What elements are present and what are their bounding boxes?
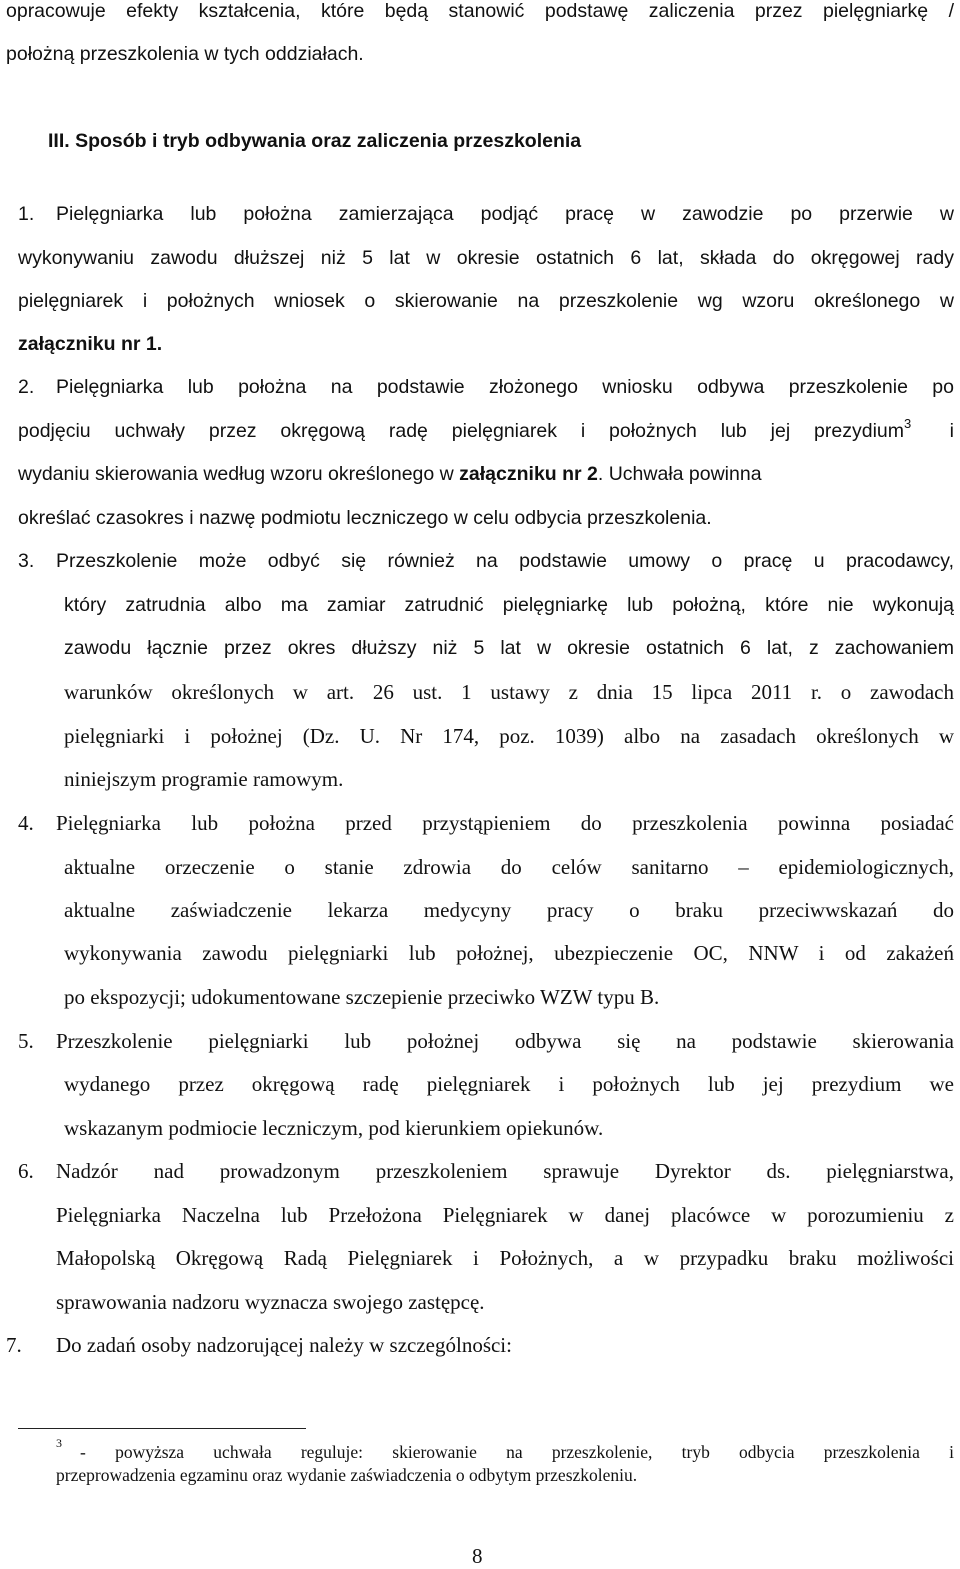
p6-line-3: Małopolską Okręgową Radą Pielęgniarek i Położnych, a w przypadku braku możliwości — [56, 1246, 954, 1270]
section-number: III. — [48, 130, 70, 152]
p4-line-2: aktualne orzeczenie o stanie zdrowia do celów sanitarno – epidemiologicznych, — [64, 855, 954, 879]
p6-line-4: sprawowania nadzoru wyznacza swojego zastępcę. — [56, 1290, 485, 1314]
p3-line-1: Przeszkolenie może odbyć się również na podstawie umowy o pracę u pracodawcy, — [56, 550, 954, 572]
p2-number: 2. — [18, 376, 35, 398]
p1-line-2: wykonywaniu zawodu dłuższej niż 5 lat w okresie ostatnich 6 lat, składa do okręgowej rady — [18, 247, 954, 269]
section-heading — [48, 132, 581, 152]
p2-line-1: Pielęgniarka lub położna na podstawie złożonego wniosku odbywa przeszkolenie po — [56, 376, 954, 398]
p4-line-1: Pielęgniarka lub położna przed przystąpieniem do przeszkolenia powinna posiadać — [56, 811, 954, 835]
section-title: Sposób i tryb odbywania oraz zaliczenia przeszkolenia — [75, 130, 582, 152]
p5-line-1: Przeszkolenie pielęgniarki lub położnej odbywa się na podstawie skierowania — [56, 1029, 954, 1053]
p5-line-2: wydanego przez okręgową radę pielęgniarek i położnych lub jej prezydium we — [64, 1072, 954, 1096]
p6-line-2: Pielęgniarka Naczelna lub Przełożona Pielęgniarek w danej placówce w porozumieniu z — [56, 1203, 954, 1227]
p4-line-4: wykonywania zawodu pielęgniarki lub położnej, ubezpieczenie OC, NNW i od zakażeń — [64, 941, 954, 965]
p2-line-2-end: i — [949, 420, 954, 442]
p6-number: 6. — [18, 1159, 34, 1183]
page-number: 8 — [472, 1544, 483, 1568]
footnote-number: 3 — [56, 1436, 62, 1450]
footnote-ref: 3 — [904, 416, 912, 431]
p3-line-2: który zatrudnia albo ma zamiar zatrudnić pielęgniarkę lub położną, które nie wykonują — [64, 594, 954, 616]
p7-line-1: Do zadań osoby nadzorującej należy w szczególności: — [56, 1333, 512, 1357]
p2-line-3-row — [18, 465, 762, 485]
footnote-line-2: przeprowadzenia egzaminu oraz wydanie zaświadczenia o odbytym przeszkoleniu. — [56, 1465, 638, 1485]
p3-line-3: zawodu łącznie przez okres dłuższy niż 5 lat w okresie ostatnich 6 lat, z zachowaniem — [64, 637, 954, 659]
intro-line-2: położną przeszkolenia w tych oddziałach. — [6, 43, 364, 65]
p3-line-6: niniejszym programie ramowym. — [64, 767, 344, 791]
p1-number: 1. — [18, 203, 35, 225]
p5-number: 5. — [18, 1029, 34, 1053]
p2-line-2: podjęciu uchwały przez okręgową radę pielęgniarek i położnych lub jej prezydium — [18, 420, 904, 442]
p7-number: 7. — [6, 1333, 22, 1357]
p1-line-3: pielęgniarek i położnych wniosek o skierowanie na przeszkolenie wg wzoru określonego w — [18, 290, 954, 312]
p1-line-1: Pielęgniarka lub położna zamierzająca podjąć pracę w zawodzie po przerwie w — [56, 203, 954, 225]
footnote-divider — [18, 1428, 306, 1429]
p2-line-3c: . Uchwała powinna — [597, 463, 762, 485]
p2-line-4: określać czasokres i nazwę podmiotu leczniczego w celu odbycia przeszkolenia. — [18, 507, 712, 529]
p4-number: 4. — [18, 811, 34, 835]
p2-line-3a: wydaniu skierowania według wzoru określonego w — [18, 463, 454, 485]
p2-attachment-ref: załączniku nr 2 — [459, 463, 598, 485]
p6-line-1: Nadzór nad prowadzonym przeszkoleniem sprawuje Dyrektor ds. pielęgniarstwa, — [56, 1159, 954, 1183]
p3-number: 3. — [18, 550, 35, 572]
p2-line-2-row — [18, 416, 954, 442]
footnote-line-1: - powyższa uchwała reguluje: skierowanie na przeszkolenie, tryb odbycia przeszkolenia i — [80, 1442, 954, 1462]
intro-line-1: opracowuje efekty kształcenia, które będą stanowić podstawę zaliczenia przez pielęgniarkę / — [6, 0, 954, 22]
p3-line-4: warunków określonych w art. 26 ust. 1 ustawy z dnia 15 lipca 2011 r. o zawodach — [64, 680, 954, 704]
p4-line-3: aktualne zaświadczenie lekarza medycyny pracy o braku przeciwwskazań do — [64, 898, 954, 922]
p1-line-4: załączniku nr 1. — [18, 333, 163, 355]
p3-line-5: pielęgniarki i położnej (Dz. U. Nr 174, poz. 1039) albo na zasadach określonych w — [64, 724, 954, 748]
p4-line-5: po ekspozycji; udokumentowane szczepienie przeciwko WZW typu B. — [64, 985, 660, 1009]
p5-line-3: wskazanym podmiocie leczniczym, pod kierunkiem opiekunów. — [64, 1116, 604, 1140]
